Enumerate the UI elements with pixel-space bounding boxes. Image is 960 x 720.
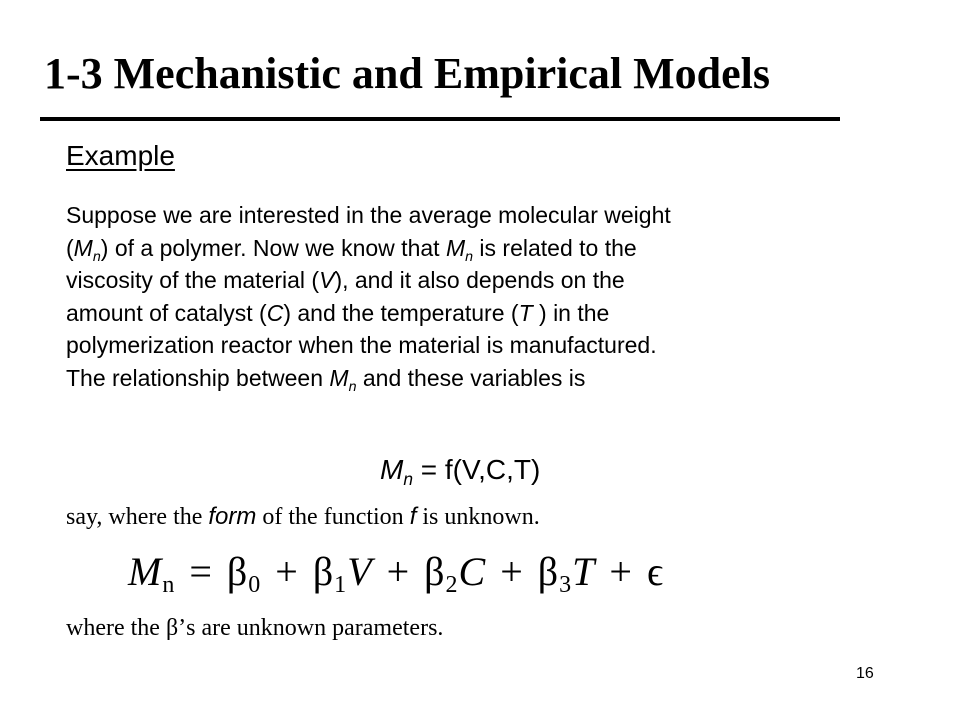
page-number: 16: [856, 665, 874, 682]
paragraph-line: The relationship between $M_n$ and these variables is: [66, 364, 586, 395]
paragraph-line: viscosity of the material (V), and it also depends on the: [66, 267, 625, 293]
paragraph-line: amount of catalyst (C) and the temperature (T ) in the: [66, 299, 610, 326]
slide-title: 1-3 Mechanistic and Empirical Models: [44, 49, 770, 98]
body-paragraph: [66, 199, 916, 394]
function-equation: $M_n = f(V,C,T)$: [380, 454, 541, 490]
title-underline-rule: [40, 117, 840, 121]
parameters-note: where the β’s are unknown parameters.: [66, 615, 444, 641]
paragraph-line: Suppose we are interested in the average molecular weight: [66, 202, 671, 228]
paragraph-line: $(M_n)$ of a polymer. Now we know that $M_n$ is related to the: [66, 234, 637, 265]
example-heading: Example: [66, 140, 175, 171]
linear-model-equation: $M_n = \beta_0 + \beta_1V + \beta_2C + \beta_3T + \epsilon$: [128, 549, 665, 599]
paragraph-line: polymerization reactor when the material is manufactured.: [66, 332, 657, 358]
form-unknown-line: say, where the form of the function f is unknown.: [66, 503, 540, 530]
